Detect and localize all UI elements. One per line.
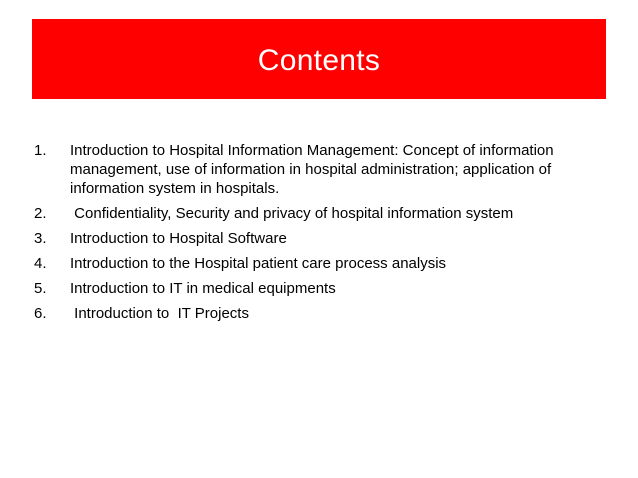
contents-list <box>34 141 606 329</box>
item-number: 5. <box>34 280 47 297</box>
list-item <box>34 204 606 223</box>
item-text: Introduction to IT Projects <box>70 305 249 322</box>
item-text: Confidentiality, Security and privacy of hospital information system <box>70 205 514 222</box>
item-text: Introduction to IT in medical equipments <box>70 280 336 297</box>
item-number: 4. <box>34 255 47 272</box>
list-item <box>34 141 606 198</box>
item-number: 6. <box>34 305 47 322</box>
item-number: 3. <box>34 230 47 247</box>
list-item <box>34 304 606 323</box>
item-text: Introduction to Hospital Software <box>70 230 287 247</box>
item-text: Introduction to the Hospital patient care process analysis <box>70 255 447 272</box>
slide-title: Contents <box>257 44 381 77</box>
title-bar <box>32 19 606 99</box>
list-item <box>34 229 606 248</box>
list-item <box>34 254 606 273</box>
item-text: Introduction to Hospital Information Management: Concept of information management, use of information in hospital administration; application of information system in hospitals. <box>70 142 558 197</box>
item-number: 2. <box>34 205 47 222</box>
item-number: 1. <box>34 142 47 159</box>
list-item <box>34 279 606 298</box>
